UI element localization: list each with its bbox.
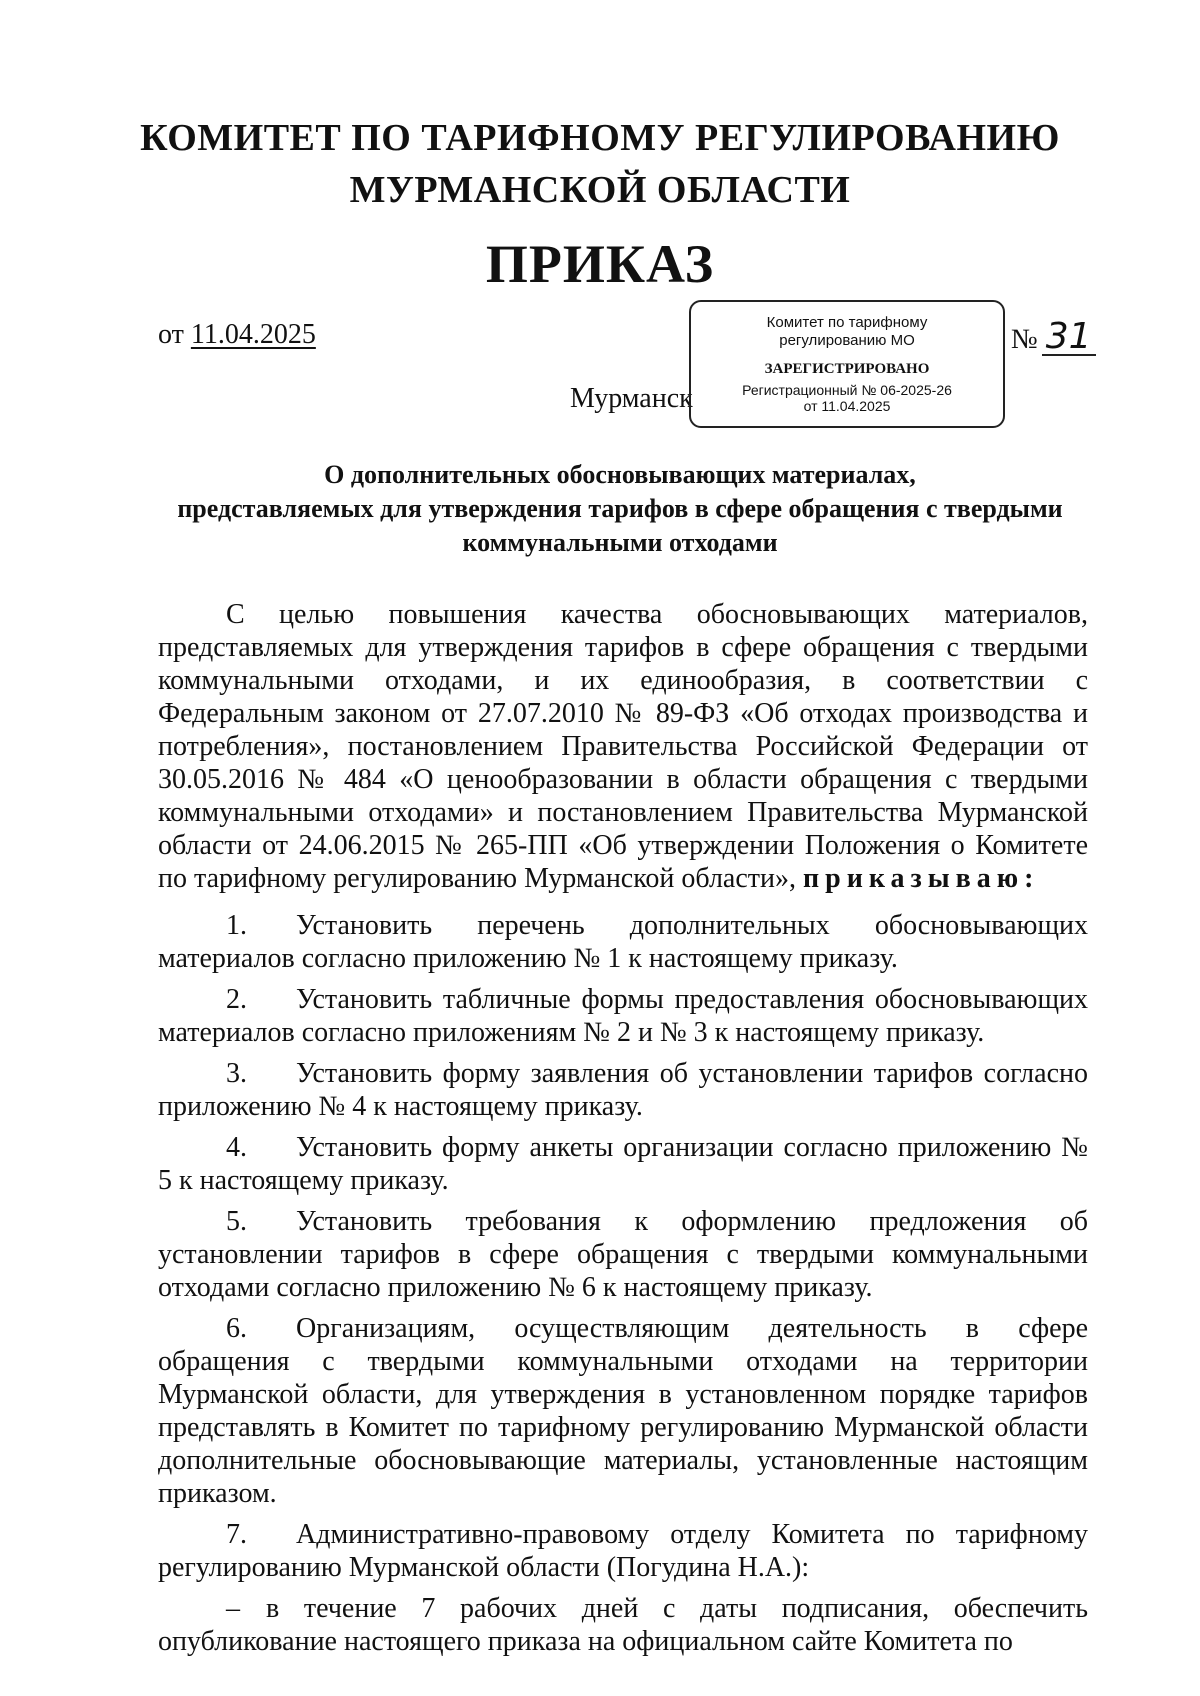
item-text: в течение 7 рабочих дней с даты подписания, обеспечить опубликование настоящего приказа на официальном сайте Комитета по: [158, 1593, 1088, 1657]
item-number: 7.: [226, 1519, 247, 1550]
date-prefix: от: [158, 319, 184, 350]
stamp-organization: [691, 314, 1003, 350]
stamp-reg-number: Регистрационный № 06-2025-26: [742, 382, 952, 398]
item-text: Административно-правовому отделу Комитета по тарифному регулированию Мурманской области (Погудина Н.А.):: [158, 1519, 1088, 1583]
item-number: 6.: [226, 1313, 247, 1344]
document-type: ПРИКАЗ: [485, 234, 715, 294]
order-item: [158, 1312, 1088, 1510]
order-item: [158, 1205, 1088, 1304]
stamp-org-line2: регулированию МО: [779, 332, 915, 349]
order-item: [158, 1518, 1088, 1584]
item-number: 4.: [226, 1132, 247, 1163]
item-text: Организациям, осуществляющим деятельность в сфере обращения с твердыми коммунальными отходами на территории Мурманской области, для утверждения в установленном порядке тарифов представлять в Комитет по тарифному регулированию Мурманской области дополнительные обосновывающие материалы, установленные настоящим приказом.: [158, 1313, 1088, 1509]
document-date: [158, 318, 316, 352]
stamp-status: ЗАРЕГИСТРИРОВАНО: [764, 361, 930, 377]
item-text: Установить форму заявления об установлении тарифов согласно приложению № 4 к настоящему приказу.: [158, 1058, 1088, 1122]
item-dash: –: [226, 1593, 240, 1624]
intro-paragraph: [158, 598, 1088, 895]
registration-stamp: [689, 300, 1005, 428]
stamp-reg-date: от 11.04.2025: [803, 398, 891, 414]
item-text: Установить форму анкеты организации согласно приложению № 5 к настоящему приказу.: [158, 1132, 1088, 1196]
order-subitem: [158, 1592, 1088, 1658]
item-text: Установить перечень дополнительных обосновывающих материалов согласно приложению № 1 к настоящему приказу.: [158, 910, 1088, 974]
order-word: приказываю:: [803, 863, 1040, 894]
subject-line3: коммунальными отходами: [462, 528, 778, 557]
item-number: 3.: [226, 1058, 247, 1089]
item-number: 2.: [226, 984, 247, 1015]
number-label: №: [1011, 324, 1038, 355]
item-number: 5.: [226, 1206, 247, 1237]
order-item: [158, 909, 1088, 975]
order-item: [158, 1131, 1088, 1197]
document-number: [1011, 316, 1096, 357]
item-number: 1.: [226, 910, 247, 941]
stamp-registration: [691, 382, 1003, 414]
subject-line2: представляемых для утверждения тарифов в сфере обращения с твердыми: [177, 494, 1063, 523]
order-item: [158, 1057, 1088, 1123]
org-title-line2: МУРМАНСКОЙ ОБЛАСТИ: [349, 169, 851, 211]
order-item: [158, 983, 1088, 1049]
document-body: [158, 598, 1088, 1666]
date-value: 11.04.2025: [190, 319, 316, 350]
org-title-line1: КОМИТЕТ ПО ТАРИФНОМУ РЕГУЛИРОВАНИЮ: [140, 117, 1060, 159]
subject-line1: О дополнительных обосновывающих материалах,: [324, 460, 916, 489]
intro-text: С целью повышения качества обосновывающих материалов, представляемых для утверждения тарифов в сфере обращения с твердыми коммунальными отходами, и их единообразия, в соответствии с Федеральным законом от 27.07.2010 № 89-ФЗ «Об отходах производства и потребления», постановлением Правительства Российской Федерации от 30.05.2016 № 484 «О ценообразовании в области обращения с твердыми коммунальными отходами» и постановлением Правительства Мурманской области от 24.06.2015 № 265-ПП «Об утверждении Положения о Комитете по тарифному регулированию Мурманской области»,: [158, 599, 1088, 894]
number-value: 31: [1042, 320, 1096, 356]
document-city: Мурманск: [570, 383, 693, 414]
item-text: Установить табличные формы предоставления обосновывающих материалов согласно приложениям № 2 и № 3 к настоящему приказу.: [158, 984, 1088, 1048]
item-text: Установить требования к оформлению предложения об установлении тарифов в сфере обращения с твердыми коммунальными отходами согласно приложению № 6 к настоящему приказу.: [158, 1206, 1088, 1303]
stamp-org-line1: Комитет по тарифному: [766, 314, 928, 331]
document-subject: [140, 458, 1100, 560]
organization-title: [0, 112, 1200, 216]
